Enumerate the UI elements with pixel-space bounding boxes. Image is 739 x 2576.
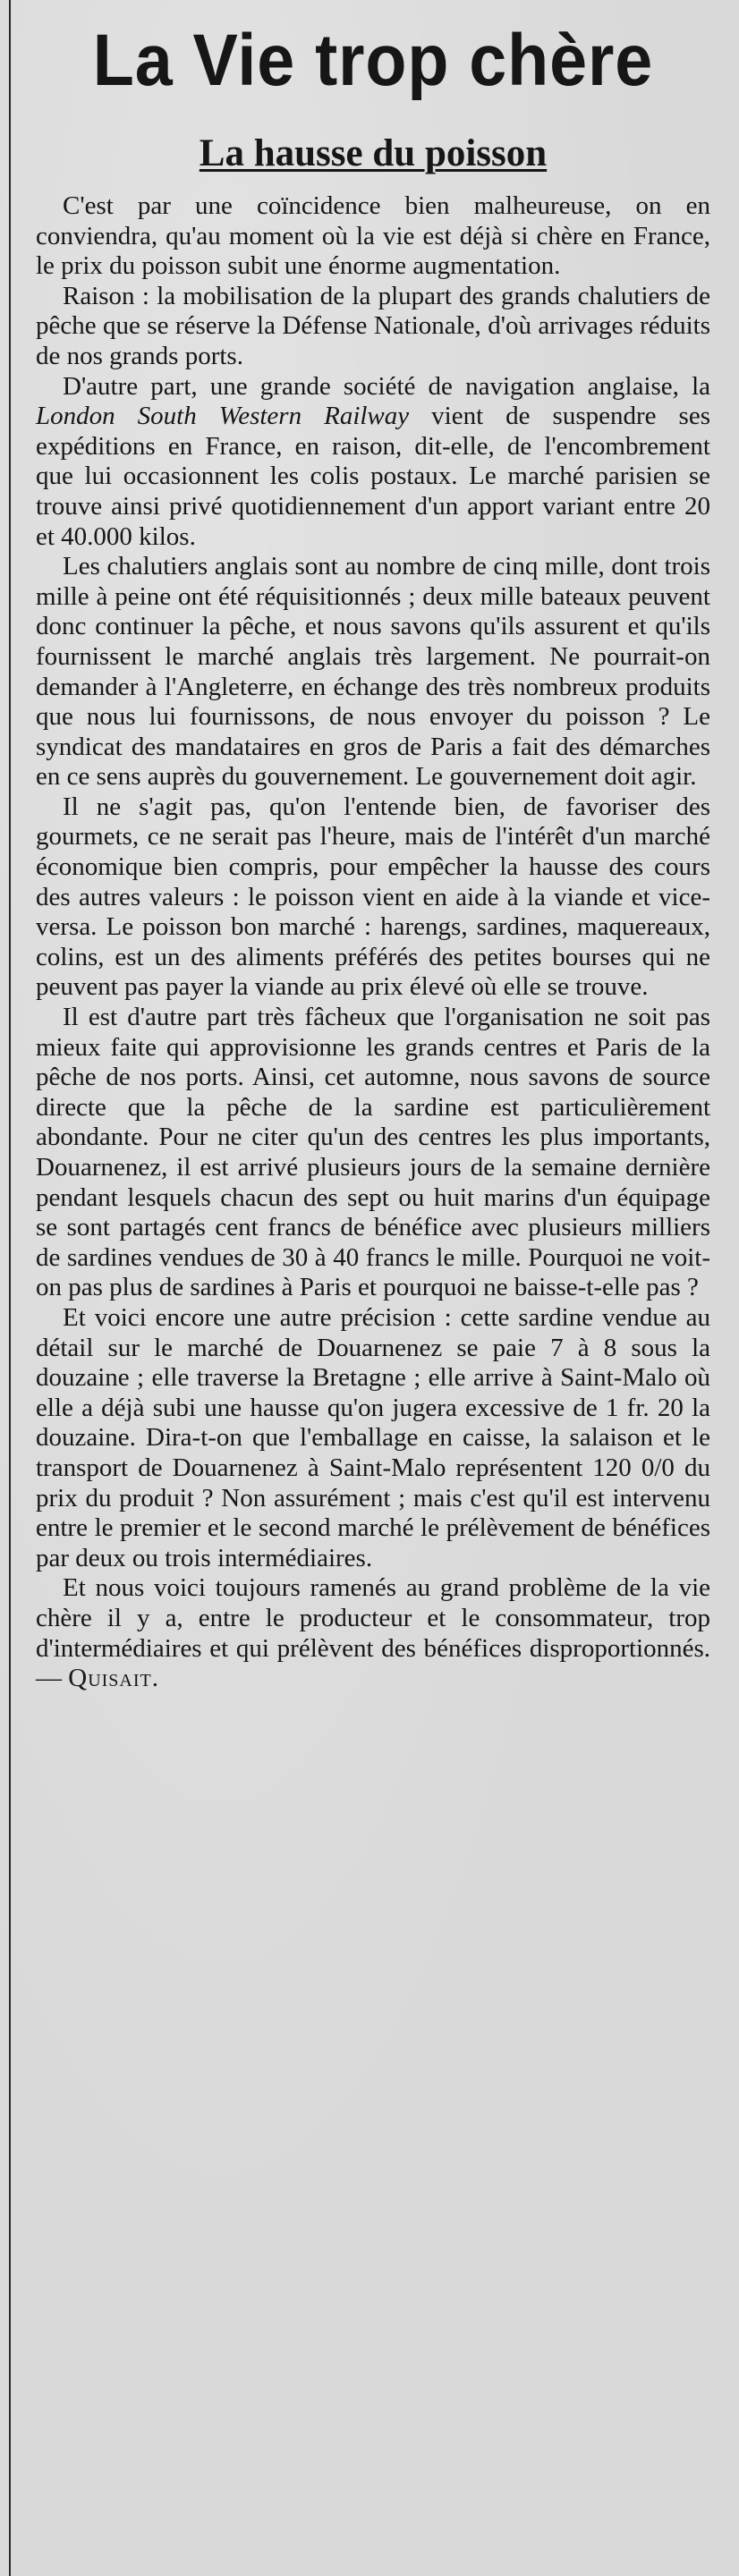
paragraph: Raison : la mobilisation de la plupart des grands chalutiers de pêche que se réserve la Défense Nationale, d'où arrivages réduits de nos grands ports. [36, 281, 710, 370]
paragraph: Il ne s'agit pas, qu'on l'entende bien, de favoriser des gourmets, ce ne serait pas l'heure, mais de l'intérêt d'un marché économique bien compris, pour empêcher la hausse des cours des autres valeurs : le poisson vient en aide à la viande et vice-versa. Le poisson bon marché : harengs, sardines, maquereaux, colins, est un des aliments préférés des petites bourses qui ne peuvent pas payer la viande au prix élevé où elle se trouve. [36, 792, 710, 1002]
railway-name: London South Western Railway [36, 402, 410, 431]
article-body [36, 191, 710, 1694]
column-rule [9, 0, 11, 2576]
paragraph: Et nous voici toujours ramenés au grand problème de la vie chère il y a, entre le producteur et le consommateur, trop d'intermédiaires et qui prélèvent des bénéfices disproportionnés. — Quisait. [36, 1573, 710, 1693]
paragraph: Les chalutiers anglais sont au nombre de cinq mille, dont trois mille à peine ont été réquisitionnés ; deux mille bateaux peuvent donc continuer la pêche, et nous savons qu'ils assurent et qu'ils fournissent le marché anglais très largement. Ne pourrait-on demander à l'Angleterre, en échange des très nombreux produits que nous lui fournissons, de nous envoyer du poisson ? Le syndicat des mandataires en gros de Paris a fait des démarches en ce sens auprès du gouvernement. Le gouvernement doit agir. [36, 552, 710, 792]
paragraph: Et voici encore une autre précision : cette sardine vendue au détail sur le marché de Douarnenez se paie 7 à 8 sous la douzaine ; elle traverse la Bretagne ; elle arrive à Saint-Malo où elle a déjà subi une hausse qu'on jugera excessive de 1 fr. 20 la douzaine. Dira-t-on que l'emballage en caisse, la salaison et le transport de Douarnenez à Saint-Malo représentent 120 0/0 du prix du produit ? Non assurément ; mais c'est qu'il est intervenu entre le premier et le second marché le prélèvement de bénéfices par deux ou trois intermédiaires. [36, 1302, 710, 1572]
author-signature: Quisait. [68, 1664, 159, 1693]
paragraph: D'autre part, une grande société de navigation anglaise, la London South Western Railway vient de suspendre ses expéditions en France, en raison, dit-elle, de l'encombrement que lui occasionnent les colis postaux. Le marché parisien se trouve ainsi privé quotidiennement d'un apport variant entre 20 et 40.000 kilos. [36, 371, 710, 551]
headline: La Vie trop chère [92, 20, 654, 101]
subheadline: La hausse du poisson [199, 132, 548, 174]
paragraph: Il est d'autre part très fâcheux que l'organisation ne soit pas mieux faite qui approvisionne les grands centres et Paris de la pêche de nos ports. Ainsi, cet automne, nous savons de source directe que la pêche de la sardine est particulièrement abondante. Pour ne citer qu'un des centres les plus importants, Douarnenez, il est arrivé plusieurs jours de la semaine dernière pendant lesquels chacun des sept ou huit marins d'un équipage se sont partagés cent francs de bénéfice avec plusieurs milliers de sardines vendues de 30 à 40 francs le mille. Pourquoi ne voit-on pas plus de sardines à Paris et pourquoi ne baisse-t-elle pas ? [36, 1003, 710, 1302]
paragraph: C'est par une coïncidence bien malheureuse, on en conviendra, qu'au moment où la vie est déjà si chère en France, le prix du poisson subit une énorme augmentation. [36, 191, 710, 281]
